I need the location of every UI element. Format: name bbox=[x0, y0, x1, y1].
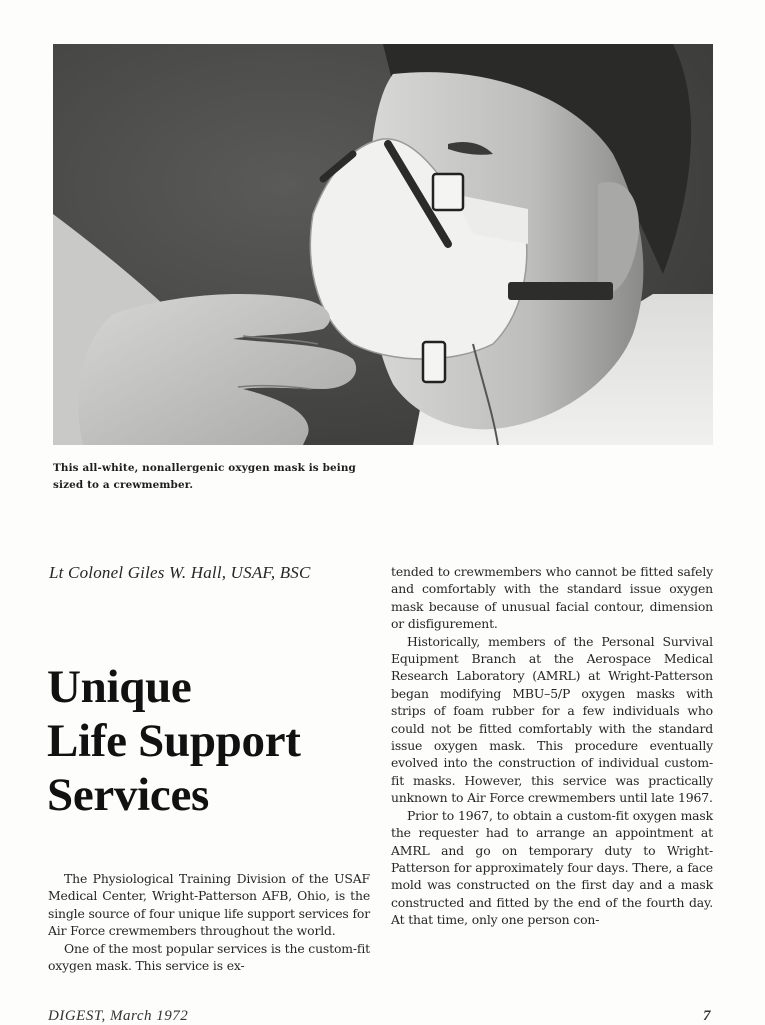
title-line: Life Support bbox=[47, 715, 301, 767]
body-paragraph: The Physiological Training Division of the USAF Medical Center, Wright-Patterson AFB, Ohio, is the single source of four unique life support services for Air Force crewmembers throughout the world. bbox=[48, 871, 370, 939]
photo-caption: This all-white, nonallergenic oxygen mask is being sized to a crewmember. bbox=[53, 462, 356, 491]
body-column-left bbox=[48, 870, 370, 974]
article-title bbox=[47, 660, 301, 822]
body-paragraph: tended to crewmembers who cannot be fitted safely and comfortably with the standard issue oxygen mask because of unusual facial contour, dimension or disfigurement. bbox=[391, 564, 713, 632]
body-paragraph: Prior to 1967, to obtain a custom-fit oxygen mask the requester had to arrange an appointment at AMRL and go on temporary duty to Wright-Patterson for approximately four days. There, a face mold was constructed on the first day and a mask constructed and fitted by the end of the fourth day. At that time, only one person con- bbox=[391, 807, 713, 928]
publication-footer: DIGEST, March 1972 bbox=[48, 1008, 189, 1024]
body-paragraph: One of the most popular services is the custom-fit oxygen mask. This service is ex- bbox=[48, 940, 370, 974]
author-byline: Lt Colonel Giles W. Hall, USAF, BSC bbox=[49, 563, 311, 582]
title-line: Services bbox=[47, 769, 210, 821]
title-line: Unique bbox=[47, 661, 192, 713]
oxygen-mask-fitting-photo bbox=[53, 44, 713, 445]
page-number: 7 bbox=[703, 1008, 711, 1024]
body-column-right bbox=[391, 563, 713, 929]
article-photo bbox=[53, 44, 713, 445]
body-paragraph: Historically, members of the Personal Survival Equipment Branch at the Aerospace Medical Research Laboratory (AMRL) at Wright-Patterson began modifying MBU–5/P oxygen masks with strips of foam rubber for a few individuals who could not be fitted comfortably with the standard issue oxygen mask. This procedure eventually evolved into the construction of individual custom-fit masks. However, this service was practically unknown to Air Force crewmembers until late 1967. bbox=[391, 633, 713, 806]
